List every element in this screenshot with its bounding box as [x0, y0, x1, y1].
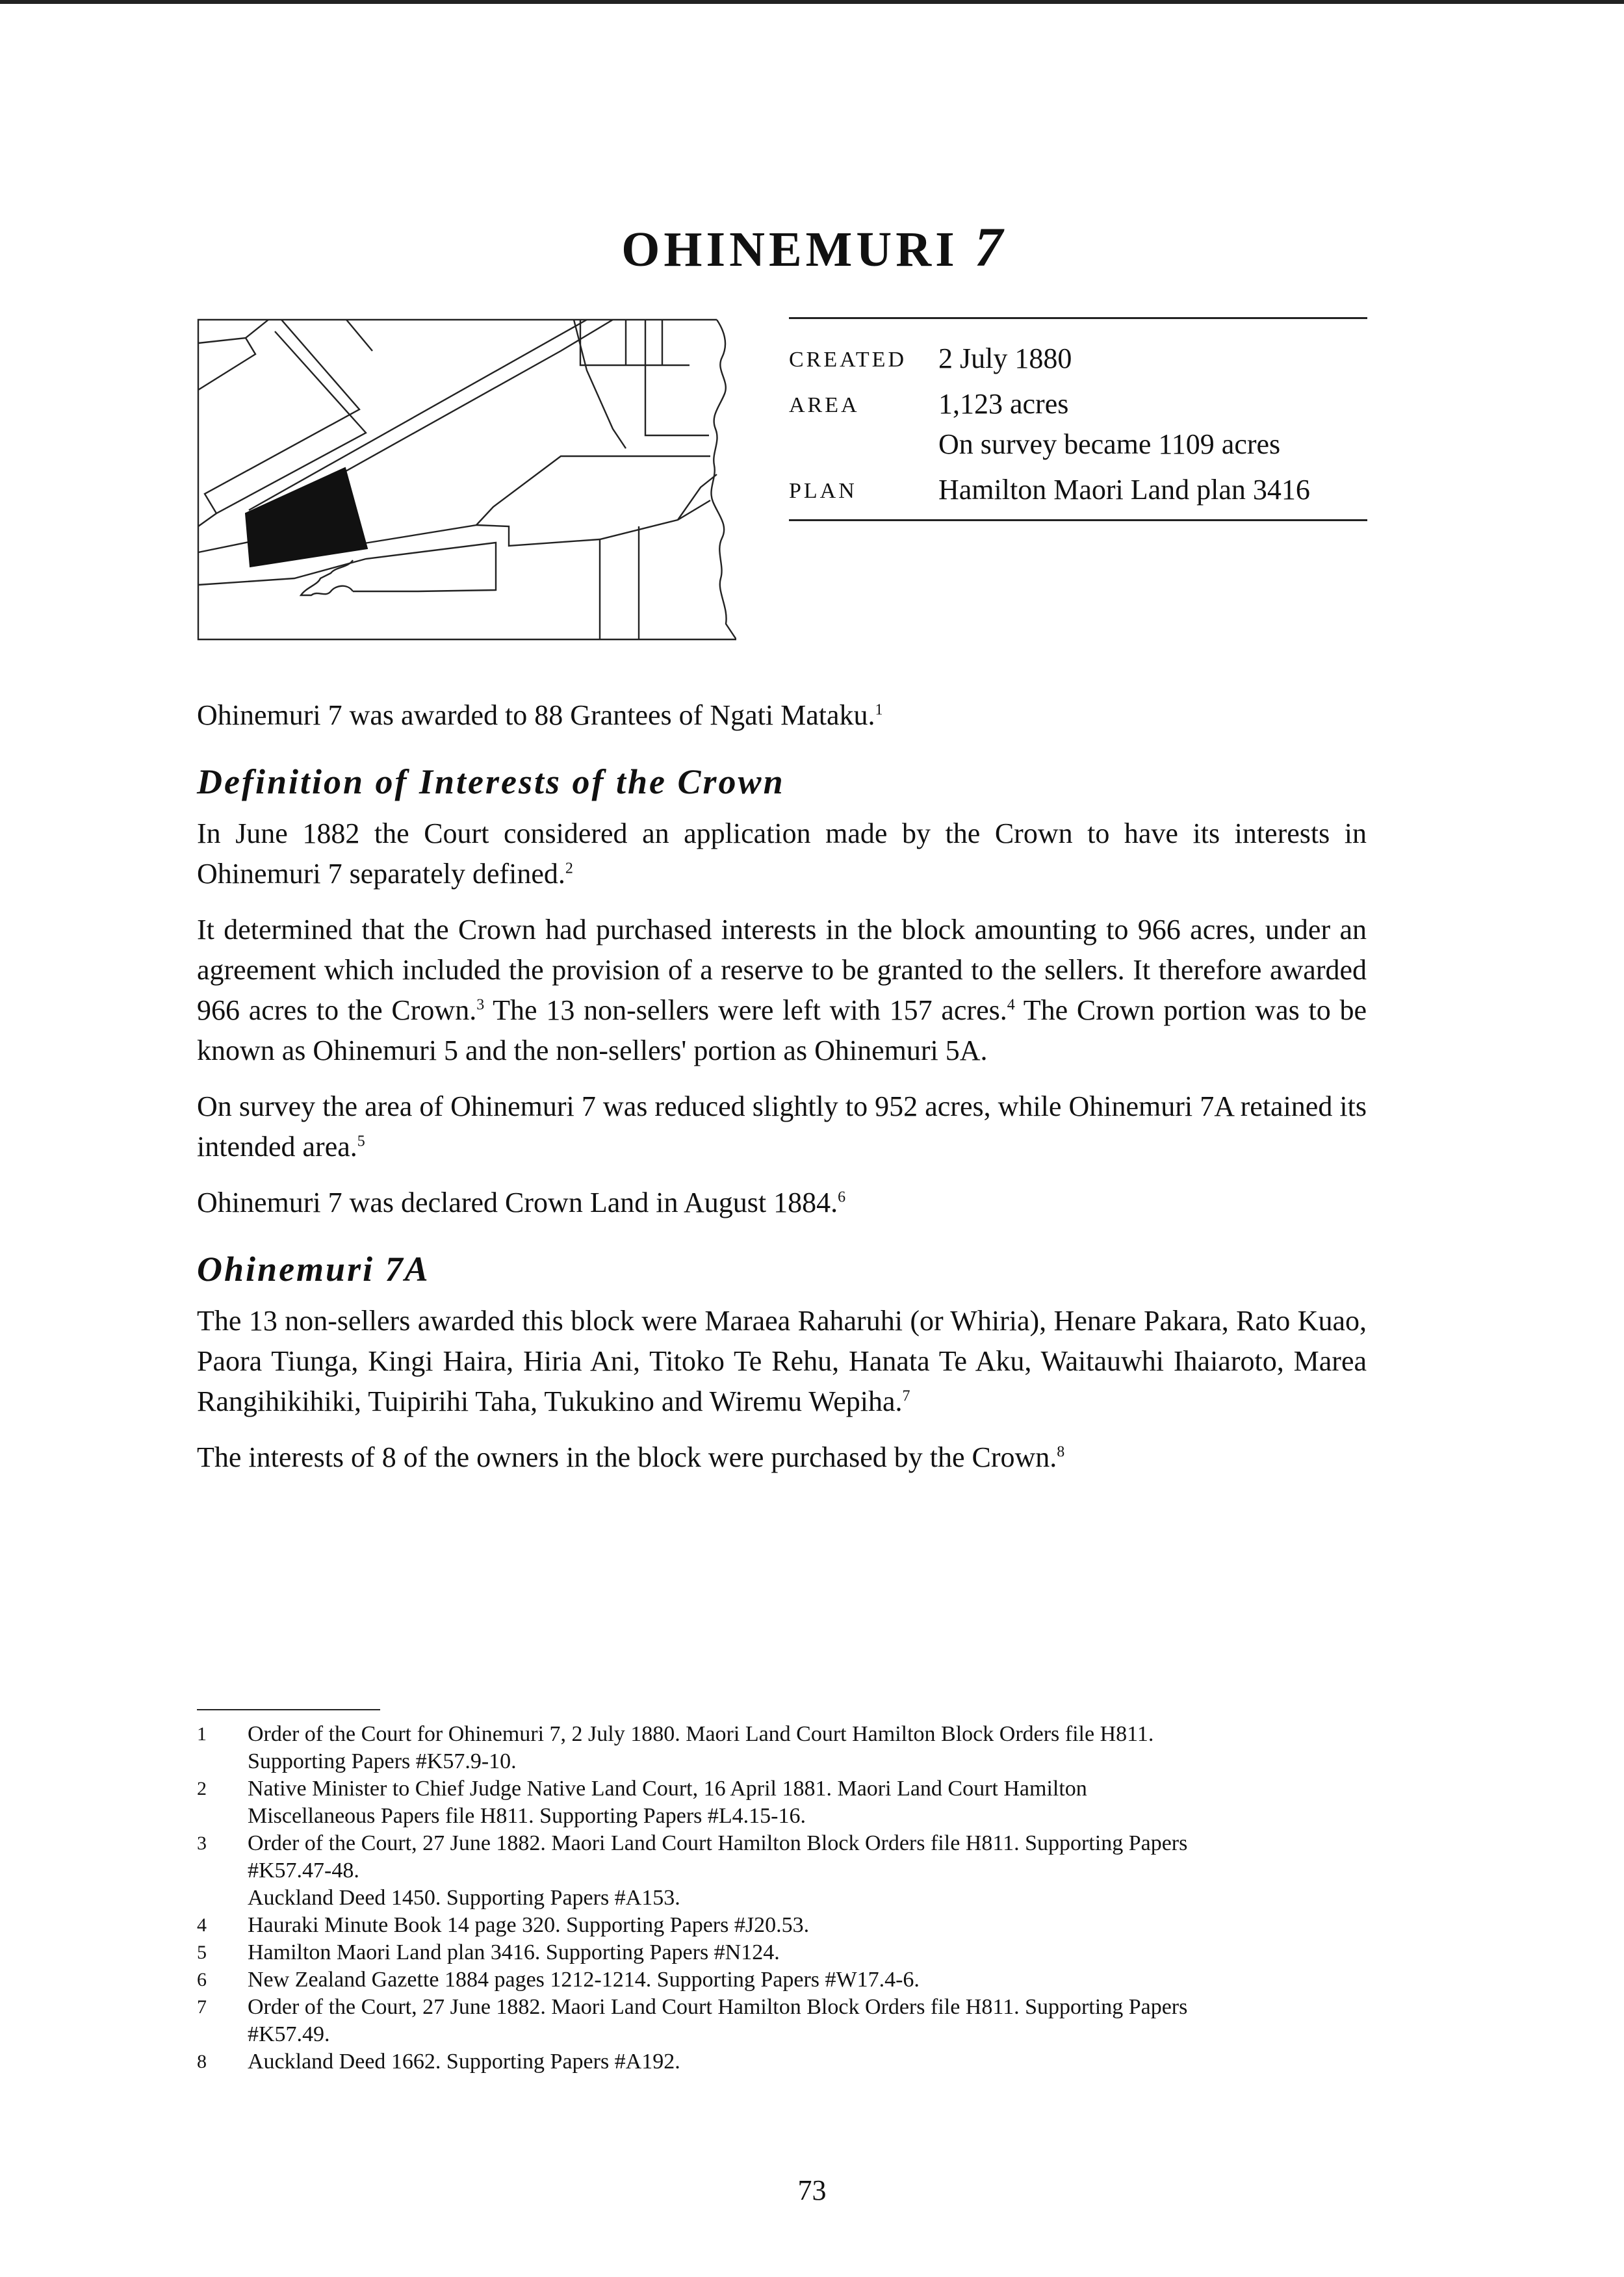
paragraph: [197, 1301, 1367, 1422]
created-value: 2 July 1880: [938, 342, 1072, 374]
footnote-line: Miscellaneous Papers file H811. Supporting Papers #L4.15-16.: [248, 1804, 806, 1828]
paragraph: [197, 814, 1367, 894]
footnote-number: 2: [197, 1778, 207, 1799]
footnote-line: Auckland Deed 1450. Supporting Papers #A153.: [248, 1886, 680, 1910]
paragraph-text: It determined that the Crown had purchased interests in the block amounting to 966 acres, under an agreement which included the provision of a reserve to be granted to the sellers. It therefore awarded 966 acres to the Crown.: [197, 914, 1367, 1026]
footnote-line: New Zealand Gazette 1884 pages 1212-1214. Supporting Papers #W17.4-6.: [248, 1968, 920, 1992]
block-location-map: [197, 318, 736, 641]
footnotes: [197, 1709, 1367, 2076]
footnote-item: [197, 1830, 1367, 1912]
footnote-text: [248, 1912, 1367, 1939]
footnote-text: [248, 1994, 1367, 2048]
footnote-line: #K57.49.: [248, 2022, 330, 2046]
plan-label: PLAN: [789, 479, 857, 503]
page-title: [0, 214, 1624, 279]
paragraph: [197, 910, 1367, 1071]
info-top-rule: [789, 317, 1367, 319]
footnote-ref[interactable]: 7: [902, 1387, 910, 1405]
title-number: 7: [974, 216, 1003, 278]
footnote-item: [197, 1912, 1367, 1939]
footnote-number: 1: [197, 1723, 207, 1745]
intro-paragraph: [197, 695, 1367, 736]
footnote-number: 8: [197, 2051, 207, 2072]
paragraph-text: The Crown portion was to be known as Ohinemuri 5 and the non-sellers' portion as Ohinemuri 5A.: [197, 994, 1367, 1066]
paragraph: [197, 1087, 1367, 1167]
footnote-line: Order of the Court, 27 June 1882. Maori Land Court Hamilton Block Orders file H811. Supporting Papers: [248, 1995, 1188, 2019]
info-row-plan: [789, 470, 1367, 510]
footnote-line: #K57.47-48.: [248, 1859, 359, 1883]
footnote-ref[interactable]: 5: [357, 1133, 365, 1150]
footnote-ref[interactable]: 2: [565, 860, 573, 877]
paragraph-text: The 13 non-sellers were left with 157 acres.: [484, 994, 1007, 1026]
info-row-area: [789, 384, 1367, 465]
footnote-item: [197, 1939, 1367, 1966]
page-number: 73: [797, 2174, 827, 2206]
footnote-text: [248, 2048, 1367, 2076]
footnote-number: 4: [197, 1914, 207, 1936]
footnote-item: [197, 1994, 1367, 2048]
footnote-text: [248, 1775, 1367, 1830]
created-label: CREATED: [789, 348, 907, 372]
footnote-ref[interactable]: 4: [1007, 996, 1015, 1014]
footnote-list: [197, 1721, 1367, 2076]
paragraph-text: Ohinemuri 7 was declared Crown Land in August 1884.: [197, 1187, 838, 1218]
footnote-ref[interactable]: 6: [838, 1189, 846, 1206]
footnote-line: Order of the Court for Ohinemuri 7, 2 July 1880. Maori Land Court Hamilton Block Orders file H811.: [248, 1722, 1154, 1746]
footnote-line: Hauraki Minute Book 14 page 320. Supporting Papers #J20.53.: [248, 1913, 810, 1937]
plan-value: Hamilton Maori Land plan 3416: [938, 474, 1310, 506]
footnote-text: [248, 1939, 1367, 1966]
footnote-item: [197, 2048, 1367, 2076]
footnote-item: [197, 1775, 1367, 1830]
info-bottom-rule: [789, 519, 1367, 521]
footnote-line: Order of the Court, 27 June 1882. Maori Land Court Hamilton Block Orders file H811. Supporting Papers: [248, 1831, 1188, 1855]
paragraph-text: The 13 non-sellers awarded this block were Maraea Raharuhi (or Whiria), Henare Pakara, Rato Kuao, Paora Tiunga, Kingi Haira, Hiria Ani, Titoko Te Rehu, Hanata Te Aku, Waitauwhi Ihaiaroto, Marea Rangihikihiki, Tuipirihi Taha, Tukukino and Wiremu Wepiha.: [197, 1305, 1367, 1417]
area-label: AREA: [789, 393, 860, 417]
section-heading-crown-interests: Definition of Interests of the Crown: [197, 762, 785, 801]
paragraph-text: In June 1882 the Court considered an application made by the Crown to have its interests in Ohinemuri 7 separately defined.: [197, 817, 1367, 890]
paragraph: [197, 1437, 1367, 1478]
paragraph-text: The interests of 8 of the owners in the block were purchased by the Crown.: [197, 1441, 1057, 1473]
title-word: OHINEMURI: [621, 222, 959, 277]
block-info-panel: [789, 317, 1367, 521]
paragraph-text: On survey the area of Ohinemuri 7 was reduced slightly to 952 acres, while Ohinemuri 7A retained its intended area.: [197, 1090, 1367, 1163]
footnote-item: [197, 1721, 1367, 1775]
intro-text: Ohinemuri 7 was awarded to 88 Grantees of Ngati Mataku.: [197, 699, 875, 731]
info-table: [789, 339, 1367, 510]
footnote-line: Native Minister to Chief Judge Native Land Court, 16 April 1881. Maori Land Court Hamilton: [248, 1777, 1087, 1801]
footnote-number: 6: [197, 1969, 207, 1990]
paragraph: [197, 1183, 1367, 1223]
footnote-ref[interactable]: 8: [1057, 1443, 1065, 1461]
footnote-text: [248, 1966, 1367, 1994]
map-svg: [197, 318, 736, 641]
footnote-line: Supporting Papers #K57.9-10.: [248, 1749, 517, 1773]
section-heading-ohinemuri-7a: Ohinemuri 7A: [197, 1250, 430, 1289]
footnote-item: [197, 1966, 1367, 1994]
footnote-ref[interactable]: 1: [875, 701, 883, 719]
footnote-line: Hamilton Maori Land plan 3416. Supporting Papers #N124.: [248, 1940, 780, 1964]
body-text: [197, 695, 1367, 1493]
footnote-text: [248, 1830, 1367, 1912]
info-row-created: [789, 339, 1367, 379]
footnote-number: 5: [197, 1942, 207, 1963]
footnote-line: Auckland Deed 1662. Supporting Papers #A192.: [248, 2050, 680, 2074]
footnote-number: 3: [197, 1833, 207, 1854]
area-value: 1,123 acres: [938, 388, 1069, 420]
ohinemuri-7-block: [246, 468, 367, 567]
footnote-number: 7: [197, 1996, 207, 2018]
footnote-text: [248, 1721, 1367, 1775]
footnote-rule: [197, 1709, 380, 1710]
area-note: On survey became 1109 acres: [938, 428, 1281, 460]
footnote-ref[interactable]: 3: [476, 996, 485, 1014]
top-border: [0, 0, 1624, 4]
